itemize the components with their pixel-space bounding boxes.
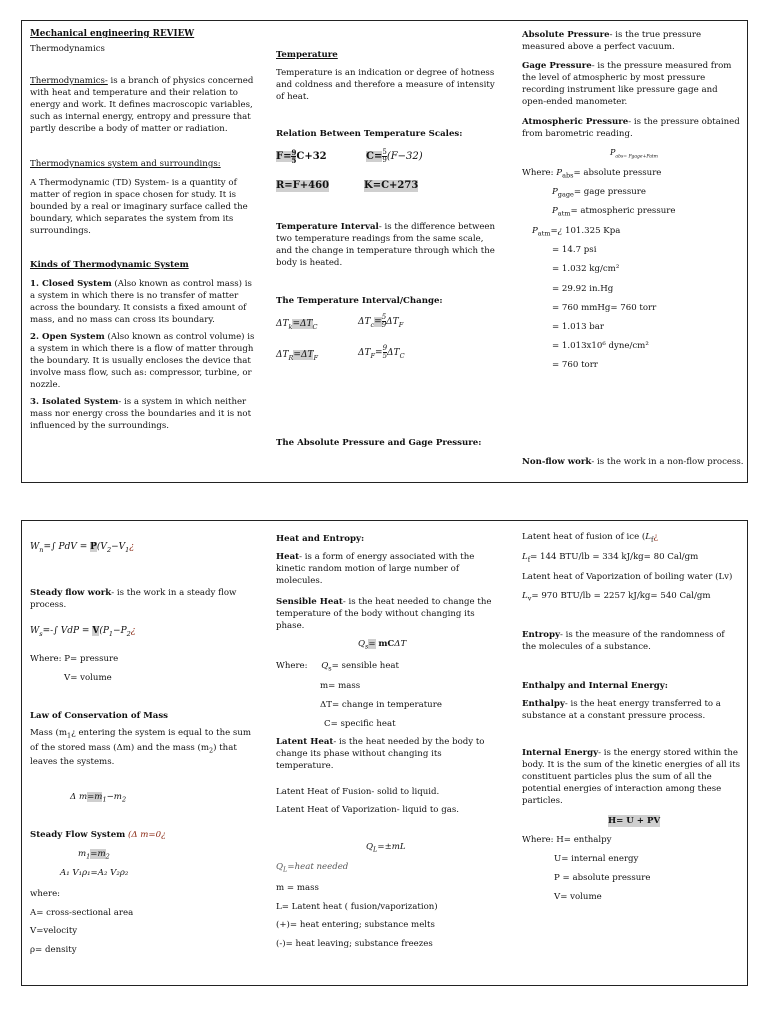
heat-leaving: (-)= heat leaving; substance freezes — [276, 939, 433, 949]
where-atmospheric: $P_{atm}=$ atmospheric pressure — [552, 206, 676, 218]
section-label: Thermodynamics — [30, 44, 105, 54]
closed-system-text: (Also known as control mass) is a system in which there is no transfer of matter across the boundary. It consists a fixed amount of mass, and no mass can cross its boundary. — [30, 279, 252, 325]
heat-entropy-heading: Heat and Entropy: — [276, 534, 365, 544]
where-gage: $P_{gage}=$ gage pressure — [552, 187, 646, 199]
temperature-heading: Temperature — [276, 50, 338, 60]
interval-term: Temperature Interval — [276, 222, 379, 232]
absolute-pressure-definition: Absolute Pressure- is the true pressure measured above a perfect vacuum. — [522, 30, 702, 52]
page-1 — [21, 20, 748, 483]
system-definition: A Thermodynamic (TD) System- is a quantity of matter of region in space chosen for study. It is bounded by a real or imaginary surface called the boundary, which separates the system from its surroundings. — [30, 178, 248, 236]
temperature-definition: Temperature is an indication or degree of hotness and coldness and therefore a measure of intensity of heat. — [276, 68, 495, 102]
interval-equation-c-f: $\Delta T_c=$ $\frac{5}{9}$ $\Delta T_F$ — [358, 313, 404, 329]
thermodynamics-text: is a branch of physics concerned with heat and temperature and their relation to energy and work. It defines macroscopic variables, such as internal energy, entropy and pressure that partly describe a body of matter or radiation. — [30, 76, 254, 134]
patm-dyne: = 1.013x10⁶ dyne/cm² — [552, 341, 649, 351]
page2-column-3 — [522, 521, 740, 985]
area-definition: A= cross-sectional area — [30, 908, 134, 918]
review-title: Mechanical engineering REVIEW — [30, 29, 195, 39]
closed-system — [30, 278, 258, 326]
patm-kgcm: = 1.032 kg/cm² — [552, 264, 620, 274]
steady-flow-work: Steady flow work- is the work in a steady flow process. — [30, 588, 237, 610]
fusion-values: $L_f= 144$ BTU/lb = 334 kJ/kg= 80 Cal/gm — [522, 552, 699, 564]
patm-psi: = 14.7 psi — [552, 245, 597, 255]
kinds-heading: Kinds of Thermodynamic System — [30, 260, 189, 270]
volume-symbol: V= volume — [554, 892, 602, 902]
gage-pressure-definition: Gage Pressure- is the pressure measured from the level of atmospheric by most pressure recording instrument like pressure gage and open-ended manometer. — [522, 61, 732, 107]
fusion-of-ice: Latent heat of fusion of ice ($L_f¿$ — [522, 532, 658, 544]
open-system-title: 2. Open System — [30, 332, 105, 342]
internal-energy-definition: Internal Energy- is the energy stored within the body. It is the sum of the kinetic energies of all its constituent particles plus the sum of all the potential energies of interaction among these particles. — [522, 748, 741, 806]
thermodynamics-definition — [30, 75, 258, 135]
velocity-definition: V=velocity — [30, 926, 78, 936]
page2-column-1 — [30, 521, 258, 985]
isolated-system-text: - is a system in which neither mass nor energy cross the boundaries and it is not influenced by the surroundings. — [30, 397, 252, 431]
system-heading: Thermodynamics system and surroundings: — [30, 159, 221, 169]
vaporization-values: $L_v= 970$ BTU/lb = 2257 kJ/kg= 540 Cal/gm — [522, 591, 711, 603]
interval-heading: The Temperature Interval/Change: — [276, 296, 443, 306]
conservation-equation: Δ $m=m_1-m_2$ — [70, 792, 127, 804]
thermodynamics-term: Thermodynamics- — [30, 76, 108, 86]
mass-definition: m= mass — [320, 681, 361, 691]
pressure-symbol: P = absolute pressure — [554, 873, 651, 883]
conservation-definition: Mass ($m_1¿$ entering the system is equal to the sum of the stored mass (Δm) and the mass $(m_2)$ that leaves the systems. — [30, 728, 252, 768]
interval-equation-r-f: $\Delta T_R=\Delta T_F$ — [276, 350, 318, 362]
equation-kelvin: K=C+273 — [364, 180, 419, 191]
equation-rankine: R=F+460 — [276, 180, 330, 191]
heat-needed-definition: $Q_L=heat$ needed — [276, 862, 349, 874]
latent-fusion: Latent Heat of Fusion- solid to liquid. — [276, 787, 440, 797]
where-sensible: Where: $Q_s=$ sensible heat — [276, 661, 399, 673]
conservation-heading: Law of Conservation of Mass — [30, 711, 169, 721]
entropy-definition: Entropy- is the measure of the randomness of the molecules of a substance. — [522, 630, 725, 652]
patm-mmhg: = 760 mmHg= 760 torr — [552, 303, 657, 313]
pressure-formula: $P_{abs= Pgage+Patm}$ — [610, 148, 658, 160]
isolated-system-title: 3. Isolated System — [30, 397, 119, 407]
where-volume: V= volume — [64, 673, 112, 683]
open-system-text: (Also known as control volume) is a system in which there is a flow of matter through the boundary. It is usually encloses the device that involve mass flow, such as: compressor, turbine, or nozzle. — [30, 332, 255, 390]
density-definition: ρ= density — [30, 945, 77, 955]
page-2 — [21, 520, 748, 986]
sensible-heat-equation: $Q_s= mC\Delta T$ — [358, 639, 407, 651]
equation-fahrenheit: F= $\frac{9}{5}$ C+32 — [276, 148, 327, 165]
page1-column-3 — [522, 21, 744, 481]
mass-flow-equation: $m_1=m_2$ — [78, 849, 110, 861]
latent-heat-definition: Latent Heat- is the heat needed by the body to change its phase without changing its temperature. — [276, 737, 485, 771]
patm-inhg: = 29.92 in.Hg — [552, 284, 614, 294]
page1-column-1 — [30, 28, 258, 432]
enthalpy-heading: Enthalpy and Internal Energy: — [522, 681, 668, 691]
abs-gage-heading: The Absolute Pressure and Gage Pressure: — [276, 438, 482, 448]
interval-definition: Temperature Interval- is the difference between two temperature readings from the same scale, and the change in temperature through which the body is heated. — [276, 222, 496, 268]
patm-value: $P_{atm}=¿$ 101.325 Kpa — [532, 226, 621, 238]
where-absolute: Where: $P_{abs}=$ absolute pressure — [522, 168, 662, 180]
sensible-heat-definition: Sensible Heat- is the heat needed to change the temperature of the body without changing its phase. — [276, 597, 492, 631]
atmospheric-pressure-definition: Atmospheric Pressure- is the pressure obtained from barometric reading. — [522, 117, 740, 139]
page1-column-2 — [276, 21, 500, 481]
delta-t-definition: ΔT= change in temperature — [320, 700, 442, 710]
mass-definition-2: m = mass — [276, 883, 319, 893]
closed-system-title: 1. Closed System — [30, 279, 112, 289]
patm-torr: = 760 torr — [552, 360, 598, 370]
heat-entering: (+)= heat entering; substance melts — [276, 920, 435, 930]
isolated-system — [30, 396, 258, 432]
enthalpy-equation: H= U + PV — [608, 816, 661, 826]
where-enthalpy: Where: H= enthalpy — [522, 835, 612, 845]
latent-heat-equation: $Q_L=\pm mL$ — [366, 842, 406, 854]
interval-equation-f-c: $\Delta T_F=$ $\frac{9}{5}$ $\Delta T_C$ — [358, 344, 405, 360]
where-pressure: Where: P= pressure — [30, 654, 119, 664]
steady-flow-equation: $W_s=-\int$ VdP = $V(P_1-P_2¿$ — [30, 626, 136, 638]
nonflow-work-equation: $W_n=\int$ PdV = $P(V_2-V_1¿$ — [30, 542, 135, 554]
internal-energy-symbol: U= internal energy — [554, 854, 639, 864]
latent-l-definition: L= Latent heat ( fusion/vaporization) — [276, 902, 438, 912]
page2-column-2 — [276, 521, 500, 985]
open-system — [30, 331, 258, 391]
specific-heat-definition: C= specific heat — [324, 719, 396, 729]
interval-equation-k-c: $\Delta T_k=\Delta T_C$ — [276, 319, 318, 331]
latent-vaporization: Latent Heat of Vaporization- liquid to gas. — [276, 805, 459, 815]
patm-bar: = 1.013 bar — [552, 322, 604, 332]
equation-celsius: C= $\frac{5}{9}$ (F−32) — [366, 148, 423, 164]
vaporization-of-water: Latent heat of Vaporization of boiling water (Lv) — [522, 572, 733, 582]
enthalpy-definition: Enthalpy- is the heat energy transferred to a substance at a constant pressure process. — [522, 699, 721, 721]
nonflow-work: Non-flow work- is the work in a non-flow process. — [522, 457, 744, 467]
steady-flow-system: Steady Flow System (Δ m=0¿ — [30, 830, 166, 840]
continuity-equation: A₁ V₁ρ₁=A₂ V₂ρ₂ — [60, 868, 129, 878]
heat-definition: Heat- is a form of energy associated with the kinetic random motion of large number of molecules. — [276, 552, 475, 586]
relation-heading: Relation Between Temperature Scales: — [276, 129, 463, 139]
where-label: where: — [30, 889, 61, 899]
